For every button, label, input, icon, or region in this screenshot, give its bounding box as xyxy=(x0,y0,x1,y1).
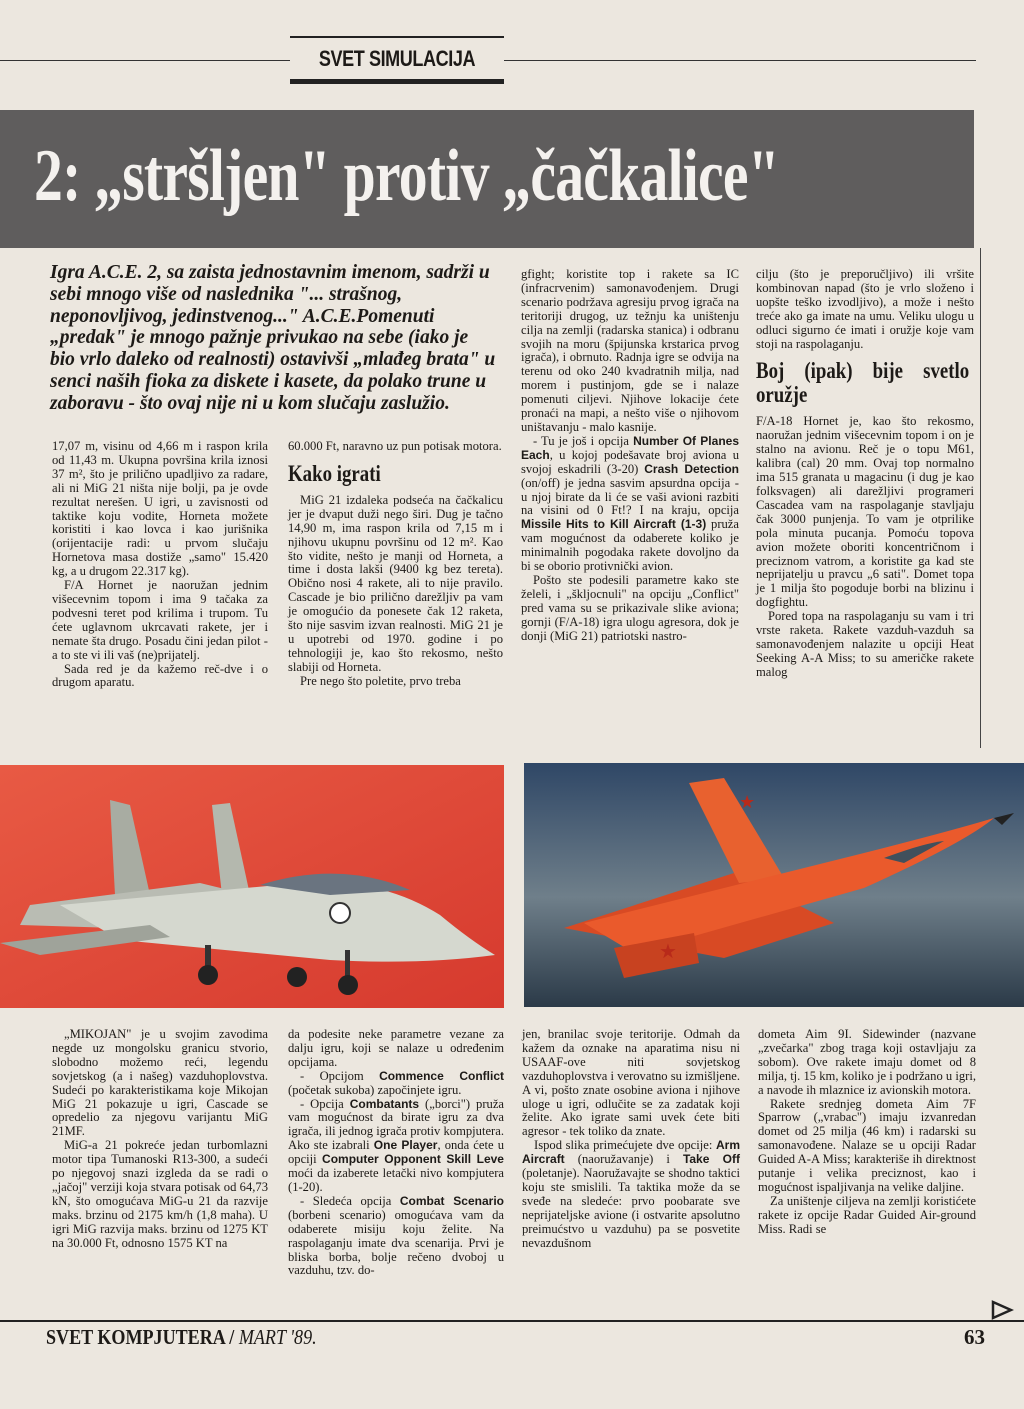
paragraph: MiG-a 21 pokreće jedan turbomlazni motor tipa Tumanoski R13-300, a sudeći po njegovoj snazi izgleda da se radi o „jačoj" verziji koja stvara potisak od 64,73 kN, što omogućava MiG-u 21 da razvije maks. brzinu od 2175 km/h (1,8 maha). U igri MiG razvija maks. brzinu od 1275 KT na 30.000 Ft, odnosno 1575 KT na xyxy=(52,1138,268,1250)
column-4 xyxy=(756,268,974,680)
article-lead: Igra A.C.E. 2, sa zaista jednostavnim imenom, sadrži u sebi mnogo više od naslednika "... strašnog, neponovljivog, jedinstvenog..." A.C.E.Pomenuti „predak" je mnogo pažnje privukao na sebe (iako je bio vrlo daleko od realnosti) ostavivši „mlađeg brata" u senci naših fioka za diskete i kasete, da polako trune u zaboravu - što ovaj nije ni u kom slučaju zaslužio. xyxy=(50,262,496,414)
option-name: Combat Scenario xyxy=(399,1193,504,1208)
paragraph xyxy=(521,435,739,574)
text-run: , onda ćete u opciji xyxy=(288,1138,504,1167)
paragraph: Pre nego što poletite, prvo treba xyxy=(300,673,461,688)
option-name: Combatants xyxy=(349,1096,420,1111)
mig21-illustration xyxy=(524,763,1024,1007)
footer-rule xyxy=(0,1320,1024,1322)
paragraph xyxy=(522,1139,740,1250)
svg-text:★: ★ xyxy=(739,792,756,813)
option-name: Take Off xyxy=(682,1152,740,1167)
text-run: - Opcija xyxy=(300,1096,350,1111)
paragraph: gfight; koristite top i rakete sa IC (infracrvenim) samonavođenjem. Drugi scenario podržava agresiju prvog igrača na teritoriji drugog, uz težnju ka uništenju cilja na zemlji (radarska stanica) i odbranu svojih na moru (špijunska krstarica prvog igrača), i obrnuto. Radnja igre se odvija na terenu od oko 240 kvadratnih milja, nad morem i pustinjom, gde se i nalaze pomenuti ciljevi. Njihove lokacije ćete pronaći na mapi, a nešto više o njihovom uništavanju - malo kasnije. xyxy=(521,267,739,434)
mig21-photo xyxy=(524,763,1024,1007)
hornet-photo xyxy=(0,765,504,1008)
paragraph: Pored topa na raspolaganju su vam i tri vrste raketa. Rakete vazduh-vazduh sa samonavođenjem nalazite u opciji Heat Seeking A-A Miss; to su američke rakete malog xyxy=(756,609,974,679)
paragraph: cilju (što je preporučljivo) ili vršite kombinovan napad (što je vrlo složeno i uopšte teško izvodljivo), a može i nešto treće ako ga imate na umu. Veliku ulogu u odluci sigurno će imati i oružje koje vam stoji na raspolaganju. xyxy=(756,267,974,351)
paragraph: dometa Aim 9I. Sidewinder (nazvane „zvečarka" zbog traga koji ostavljaju za sobom). Ove rakete imaju domet od 8 milja, tj. 15 km, koliko je i podržano u igri, a navode ih mlaznice iz avionskih motora. xyxy=(758,1027,976,1097)
hornet-illustration xyxy=(0,765,504,1008)
section-header-bottom-bar xyxy=(290,79,504,84)
paragraph: Pošto ste podesili parametre kako ste želeli, i „škljocnuli" na opciju „Conflict" pred vama su se prikazivale slike aviona; gornji (F/A-18) igra ulogu agresora, dok je donji (MiG 21) patriotski nastro- xyxy=(521,572,739,643)
article-title: 2: „stršljen" protiv „čačkalice" xyxy=(34,135,779,217)
option-name: Missile Hits to Kill Aircraft (1-3) xyxy=(521,517,707,532)
subheading-boj: Boj (ipak) bije svetlo oružje xyxy=(756,358,970,408)
text-run: (on/off) je jedna sasvim apsurdna opcija - u njoj birate da li će se vaši avioni razbiti na visini od 0 Ft!? I na kraju, opcija xyxy=(521,475,739,518)
bottom-column-1 xyxy=(52,1028,268,1251)
bottom-column-2 xyxy=(288,1028,504,1278)
text-run: - Tu je još i opcija xyxy=(533,433,634,448)
section-header-top-bar xyxy=(290,36,504,38)
paragraph: Sada red je da kažemo reč-dve i o drugom aparatu. xyxy=(52,661,268,690)
continue-arrow-icon xyxy=(990,1298,1014,1327)
subheading-kako-igrati: Kako igrati xyxy=(288,460,381,486)
option-name: Commence Conflict xyxy=(379,1068,504,1083)
paragraph: 60.000 Ft, naravno uz pun potisak motora. xyxy=(288,439,502,453)
paragraph: Za uništenje ciljeva na zemlji koristićete rakete iz opcije Radar Guided Air-ground Miss. Radi se xyxy=(758,1193,976,1236)
paragraph: „MIKOJAN" je u svojim zavodima negde uz mongolsku granicu stvorio, slobodno možemo reći, legendu sovjetskog (a i našeg) vazduhoplovstva. Sudeći po karakteristikama koje Mikojan MiG 21 pokazuje u igri, Cascade se opredelio za njegovu varijantu MiG 21MF. xyxy=(52,1027,268,1139)
section-header xyxy=(290,36,504,84)
paragraph: jen, branilac svoje teritorije. Odmah da kažem da oznake na aparatima nisu ni USAAF-ove niti sovjetskog vazduhoplovstva i verovatno su izmišljene. A vi, pošto znate osobine aviona i njihove uloge u igri, odlučite se za zadatak koji želite. Ako igrate sami uvek ćete biti agresor - tek toliko da znate. xyxy=(522,1027,740,1139)
paragraph: da podesite neke parametre vezane za dalju igru, koji se nalaze u određenim opcijama. xyxy=(288,1027,504,1069)
header-rule-right xyxy=(504,60,976,61)
footer-magazine xyxy=(46,1325,317,1350)
text-run: pruža vam mogućnost da odaberete koliko je minimalnih pogodaka rakete dovoljno da bi se oborio protivnički avion. xyxy=(521,517,739,574)
paragraph xyxy=(288,1195,504,1278)
column-2 xyxy=(288,440,503,689)
paragraph: MiG 21 izdaleka podseća na čačkalicu jer je dvaput duži nego širi. Dug je tačno 14,90 m, ima raspon krila od 7,15 m i njihovu ukupnu površinu od 12 m². Kao što vidite, nešto je manji od Horneta, a time i dosta lakši (9400 kg bez tereta). Obično nosi 4 rakete, ali to nije pravilo. Cascade je bio prilično darežljiv pa vam je omogućio da ponesete čak 12 raketa, što nije sasvim izvan realnosti. MiG 21 je u upotrebi od 1970. godine i po tehnologiji je, kao što rekosmo, nešto slabiji od Horneta. xyxy=(288,492,503,674)
text-run: (borbeni scenario) omogućava vam da odaberete misiju koju želite. Na raspolaganju imate dva scenarija. Prvi je bliska borba, bolje rečeno dvoboj u vazduhu, tzv. do- xyxy=(288,1207,504,1278)
text-run: (poletanje). Naoružavajte se shodno taktici koju ste smislili. Ta taktika može da se sveđe na sledeće: prvo poobarate sve neprijateljske avione (i ostvarite apsolutno preimućstvo u vazduhu) pa se posvetite nevazdušnom xyxy=(522,1166,740,1250)
paragraph xyxy=(288,1098,504,1195)
paragraph: 17,07 m, visinu od 4,66 m i raspon krila od 11,43 m. Ukupna površina krila iznosi 37 m², što je prilično upadljivo za radare, ali ni MiG 21 ništa nije bolji, pa je ovde rezultat nerešen. U igri, u zavisnosti od taktike koju vodite, Horneta možete koristiti i kao lovca i kao jurišnika (orijentacije radi: u prvom slučaju Hornetova masa dostiže „samo" 15.420 kg, a u drugom 22.317 kg). xyxy=(52,439,268,579)
bottom-column-3 xyxy=(522,1028,740,1251)
section-label: SVET SIMULACIJA xyxy=(318,46,476,71)
magazine-name: SVET KOMPJUTERA / xyxy=(46,1325,235,1349)
text-run: („borci") pruža vam mogućnost da birate igru za dva igrača, ili jednog igrača protiv kompjutera. Ako ste izabrali xyxy=(288,1096,505,1153)
option-name: One Player xyxy=(373,1138,438,1153)
paragraph: Rakete srednjeg dometa Aim 7F Sparrow („vrabac") imaju izvanredan domet od 25 milja (46 km) i radarski su samonavođene. Nalaze se u opciji Radar Guided A-A Miss; karakteriše ih direktnost putanje i velika preciznost, kao i mogućnost ispaljivanja na velike daljine. xyxy=(758,1096,976,1194)
text-run: Ispod slika primećujete dve opcije: xyxy=(534,1138,716,1153)
title-band xyxy=(0,110,974,248)
text-run: - Opcijom xyxy=(300,1068,380,1083)
text-run: - Sledeća opcija xyxy=(300,1193,400,1208)
column-1 xyxy=(52,440,268,690)
paragraph xyxy=(288,1070,504,1098)
text-run: moći da izaberete letački nivo kompjutera (1-20). xyxy=(288,1166,504,1194)
column-rule xyxy=(980,248,981,748)
issue-date: MART '89. xyxy=(238,1325,317,1349)
paragraph: F/A Hornet je naoružan jednim višecevnim topom i ima 9 tačaka za podvesni teret pod krilima i trupom. Tu ćete uglavnom ukrcavati rakete, jer i nemate šta drugo. Posadu čini jedan pilot - a to ste vi ili vaš (ne)prijatelj. xyxy=(52,578,268,662)
option-name: Arm Aircraft xyxy=(522,1138,740,1167)
header-rule-left xyxy=(0,60,290,61)
bottom-column-4 xyxy=(758,1028,976,1237)
text-run: (početak sukoba) započinjete igru. xyxy=(288,1082,462,1097)
option-name: Computer Opponent Skill Leve xyxy=(322,1152,504,1167)
text-run: , u kojoj podešavate broj aviona u svojoj eskadrili (3-20) xyxy=(521,447,739,476)
option-name: Number Of Planes Each xyxy=(521,433,739,462)
column-3 xyxy=(521,268,739,643)
paragraph: F/A-18 Hornet je, kao što rekosmo, naoružan jednim višecevnim topom i on je stalno na avionu. Reč je o topu M61, kalibra (cal) 20 mm. Ovaj top normalno ima 515 granata u magacinu (i dug je kao folksvagen) ali darežljivi programeri Cascadea vam na raspolaganje stavljaju čak 3000 punjenja. To vam je otprilike pola minuta pucanja. Pomoću topova avion možete oboriti koncentričnom i preciznom vatrom, a koristite ga kad ste neprijatelju u pravcu „6 sati". Domet topa je 1 milja što pogoduje borbi na blizinu i dogfightu. xyxy=(756,414,974,610)
option-name: Crash Detection xyxy=(644,461,739,476)
svg-text:★: ★ xyxy=(659,939,677,963)
text-run: (naoružavanje) i xyxy=(564,1152,683,1167)
page-number: 63 xyxy=(964,1325,985,1349)
